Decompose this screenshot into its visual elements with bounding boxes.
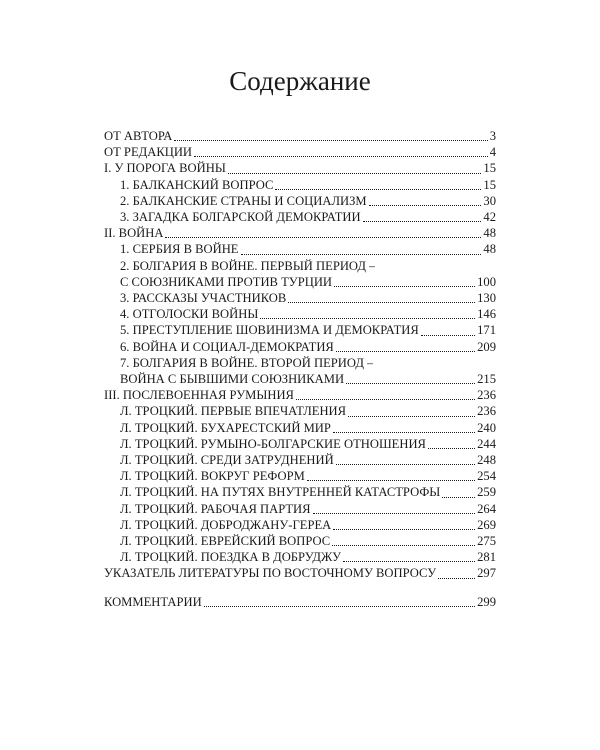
dot-leader (343, 561, 475, 562)
dot-leader (165, 237, 481, 238)
dot-leader (346, 383, 475, 384)
toc-entry-label: Л. ТРОЦКИЙ. СРЕДИ ЗАТРУДНЕНИЙ (120, 453, 334, 468)
toc-page-number: 15 (483, 161, 496, 176)
dot-leader (442, 497, 475, 498)
toc-entry (104, 371, 496, 387)
toc-entry-label: II. ВОЙНА (104, 226, 164, 241)
toc-entry (104, 468, 496, 484)
toc-entry-label: КОММЕНТАРИИ (104, 594, 202, 609)
toc-entry (104, 549, 496, 565)
dot-leader (363, 221, 482, 222)
page-title: Содержание (229, 66, 371, 96)
toc-page-number: 42 (483, 210, 496, 225)
toc-entry (104, 160, 496, 176)
toc-page-number: 4 (489, 145, 496, 160)
toc-entry-label: 3. РАССКАЗЫ УЧАСТНИКОВ (120, 291, 287, 306)
toc-entry-label: Л. ТРОЦКИЙ. НА ПУТЯХ ВНУТРЕННЕЙ КАТАСТРОФЫ (120, 485, 441, 500)
dot-leader (241, 254, 482, 255)
toc-entry-label: Л. ТРОЦКИЙ. ПЕРВЫЕ ВПЕЧАТЛЕНИЯ (120, 404, 347, 419)
toc-page-number: 248 (477, 453, 496, 468)
toc-page-number: 48 (483, 242, 496, 257)
toc-page-number: 259 (477, 485, 496, 500)
toc-entry (104, 387, 496, 403)
toc-page-number: 48 (483, 226, 496, 241)
toc-entry (104, 193, 496, 209)
table-of-contents (104, 128, 496, 610)
toc-entry-label: С СОЮЗНИКАМИ ПРОТИВ ТУРЦИИ (120, 274, 333, 289)
toc-page-number: 236 (477, 388, 496, 403)
toc-entry-label: ОТ РЕДАКЦИИ (104, 145, 193, 160)
toc-entry-label: III. ПОСЛЕВОЕННАЯ РУМЫНИЯ (104, 388, 294, 403)
dot-leader (307, 480, 475, 481)
toc-page-number: 171 (477, 323, 496, 338)
dot-leader (348, 416, 475, 417)
toc-entry-label: 7. БОЛГАРИЯ В ВОЙНЕ. ВТОРОЙ ПЕРИОД – (120, 355, 374, 370)
toc-page-number: 264 (477, 501, 496, 516)
toc-entry (104, 355, 496, 371)
toc-page-number: 299 (477, 594, 496, 609)
toc-entry-label: УКАЗАТЕЛЬ ЛИТЕРАТУРЫ ПО ВОСТОЧНОМУ ВОПРОСУ (104, 566, 437, 581)
dot-leader (228, 173, 482, 174)
toc-page-number: 100 (477, 274, 496, 289)
dot-leader (336, 464, 475, 465)
dot-leader (313, 513, 476, 514)
toc-entry-label: 6. ВОЙНА И СОЦИАЛ-ДЕМОКРАТИЯ (120, 339, 334, 354)
dot-leader (333, 529, 475, 530)
toc-entry (104, 274, 496, 290)
toc-entry (104, 436, 496, 452)
toc-entry-label: 2. БАЛКАНСКИЕ СТРАНЫ И СОЦИАЛИЗМ (120, 193, 367, 208)
toc-spacer (104, 582, 496, 594)
toc-page-number: 130 (477, 291, 496, 306)
dot-leader (194, 156, 488, 157)
toc-page-number: 3 (489, 129, 496, 143)
toc-page-number: 297 (477, 566, 496, 581)
toc-entry (104, 420, 496, 436)
toc-entry-label: ОТ АВТОРА (104, 129, 173, 143)
toc-entry-label: Л. ТРОЦКИЙ. ПОЕЗДКА В ДОБРУДЖУ (120, 550, 341, 565)
dot-leader (336, 351, 475, 352)
toc-page-number: 240 (477, 420, 496, 435)
dot-leader (260, 318, 475, 319)
dot-leader (204, 606, 475, 607)
toc-page-number: 215 (477, 372, 496, 387)
dot-leader (296, 399, 475, 400)
toc-entry (104, 533, 496, 549)
toc-entry-label: Л. ТРОЦКИЙ. БУХАРЕСТСКИЙ МИР (120, 420, 331, 435)
toc-entry (104, 225, 496, 241)
toc-entry-label: Л. ТРОЦКИЙ. ВОКРУГ РЕФОРМ (120, 469, 305, 484)
toc-page-number: 209 (477, 339, 496, 354)
toc-entry (104, 144, 496, 160)
toc-entry-label: 2. БОЛГАРИЯ В ВОЙНЕ. ПЕРВЫЙ ПЕРИОД – (120, 258, 376, 273)
dot-leader (428, 448, 475, 449)
dot-leader (174, 140, 487, 141)
toc-entry (104, 128, 496, 144)
toc-entry (104, 501, 496, 517)
toc-entry (104, 339, 496, 355)
toc-entry (104, 306, 496, 322)
toc-entry (104, 565, 496, 581)
toc-page-number: 146 (477, 307, 496, 322)
toc-entry (104, 177, 496, 193)
dot-leader (275, 189, 481, 190)
toc-page-number: 254 (477, 469, 496, 484)
toc-entry (104, 258, 496, 274)
toc-entry (104, 241, 496, 257)
toc-page-number: 236 (477, 404, 496, 419)
dot-leader (333, 432, 475, 433)
toc-page-number: 281 (477, 550, 496, 565)
toc-entry-label: 3. ЗАГАДКА БОЛГАРСКОЙ ДЕМОКРАТИИ (120, 210, 361, 225)
toc-entry-label: 1. СЕРБИЯ В ВОЙНЕ (120, 242, 239, 257)
toc-entry-label: Л. ТРОЦКИЙ. ДОБРОДЖАНУ-ГЕРЕА (120, 517, 332, 532)
toc-page-number: 275 (477, 534, 496, 549)
toc-entry-label: Л. ТРОЦКИЙ. ЕВРЕЙСКИЙ ВОПРОС (120, 534, 331, 549)
toc-entry (104, 322, 496, 338)
toc-page-number: 244 (477, 436, 496, 451)
toc-entry (104, 209, 496, 225)
dot-leader (288, 302, 475, 303)
dot-leader (438, 578, 475, 579)
dot-leader (369, 205, 482, 206)
dot-leader (334, 286, 475, 287)
toc-entry-label: ВОЙНА С БЫВШИМИ СОЮЗНИКАМИ (120, 372, 345, 387)
toc-entry (104, 484, 496, 500)
toc-page-number: 269 (477, 517, 496, 532)
toc-entry (104, 290, 496, 306)
toc-entry-label: Л. ТРОЦКИЙ. РУМЫНО-БОЛГАРСКИЕ ОТНОШЕНИЯ (120, 436, 426, 451)
toc-entry-label: 4. ОТГОЛОСКИ ВОЙНЫ (120, 307, 259, 322)
toc-page-number: 15 (483, 177, 496, 192)
toc-entry (104, 452, 496, 468)
toc-entry-label: I. У ПОРОГА ВОЙНЫ (104, 161, 226, 176)
dot-leader (421, 335, 475, 336)
toc-entry (104, 594, 496, 610)
toc-entry-label: Л. ТРОЦКИЙ. РАБОЧАЯ ПАРТИЯ (120, 501, 311, 516)
dot-leader (332, 545, 475, 546)
toc-entry (104, 517, 496, 533)
toc-entry-label: 1. БАЛКАНСКИЙ ВОПРОС (120, 177, 274, 192)
toc-entry (104, 403, 496, 419)
toc-page-number: 30 (483, 193, 496, 208)
toc-entry-label: 5. ПРЕСТУПЛЕНИЕ ШОВИНИЗМА И ДЕМОКРАТИЯ (120, 323, 419, 338)
